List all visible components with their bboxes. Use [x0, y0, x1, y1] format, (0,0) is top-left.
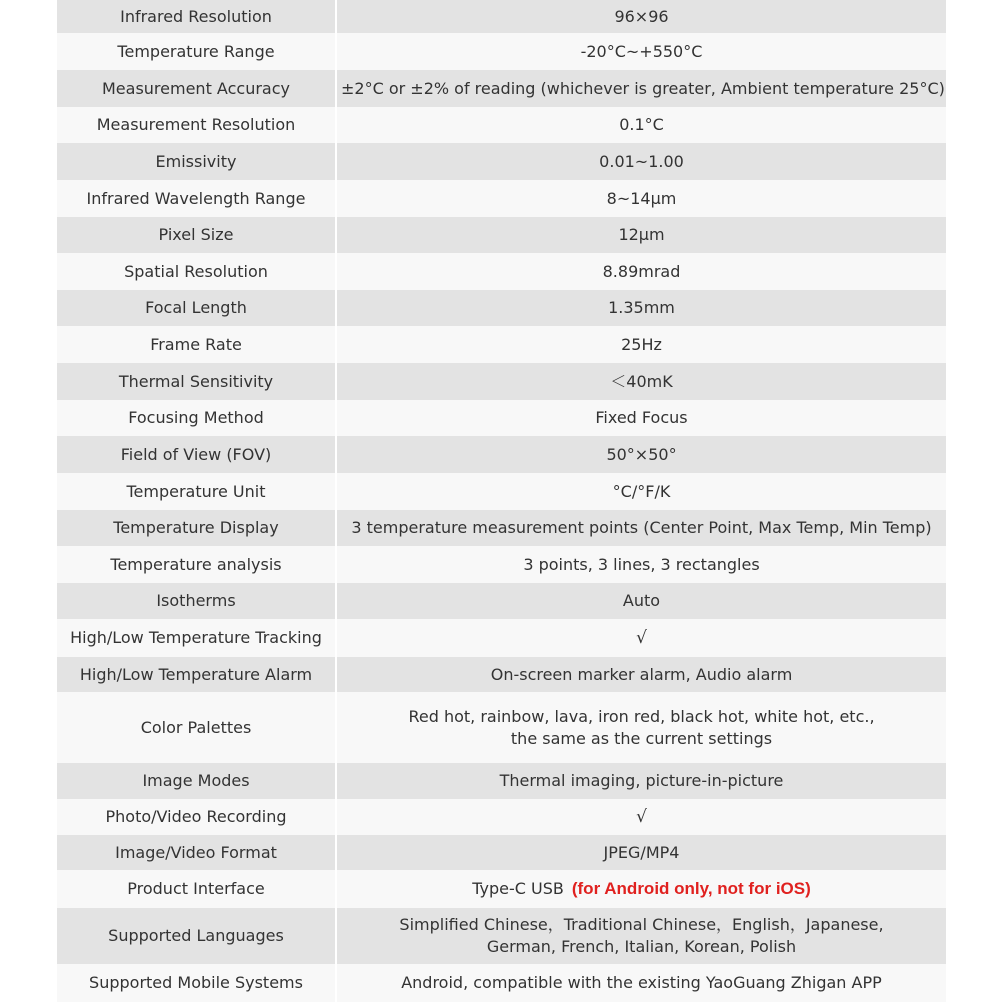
spec-row-temperature-range	[57, 33, 946, 70]
spec-value: °C/°F/K	[336, 473, 946, 510]
spec-row-frame-rate	[57, 326, 946, 363]
spec-label: Photo/Video Recording	[57, 799, 336, 835]
spec-row-infrared-resolution	[57, 0, 946, 33]
spec-value: 3 points, 3 lines, 3 rectangles	[336, 546, 946, 583]
spec-label: Temperature analysis	[57, 546, 336, 583]
spec-label: Supported Mobile Systems	[57, 964, 336, 1002]
spec-row-temperature-unit	[57, 473, 946, 510]
spec-label: Temperature Unit	[57, 473, 336, 510]
spec-value: 96×96	[336, 0, 946, 33]
spec-label: Pixel Size	[57, 217, 336, 253]
spec-row-focusing-method	[57, 400, 946, 436]
spec-row-focal-length	[57, 290, 946, 326]
android-only-note: (for Android only, not for iOS)	[571, 879, 811, 898]
spec-label: Product Interface	[57, 870, 336, 908]
spec-label: Temperature Display	[57, 510, 336, 546]
spec-value: JPEG/MP4	[336, 835, 946, 870]
spec-value: 12μm	[336, 217, 946, 253]
spec-label: Spatial Resolution	[57, 253, 336, 290]
spec-label: Image/Video Format	[57, 835, 336, 870]
spec-row-field-of-view	[57, 436, 946, 473]
spec-value-line: Simplified Chinese，Traditional Chinese，English，Japanese,	[399, 915, 884, 934]
spec-value: 50°×50°	[336, 436, 946, 473]
spec-label: Infrared Wavelength Range	[57, 180, 336, 217]
spec-label: Image Modes	[57, 763, 336, 799]
spec-value: Auto	[336, 583, 946, 619]
spec-value: Fixed Focus	[336, 400, 946, 436]
spec-row-temperature-display	[57, 510, 946, 546]
interface-type: Type-C USB	[472, 879, 564, 898]
spec-value: ±2°C or ±2% of reading (whichever is greater, Ambient temperature 25°C)	[336, 70, 946, 107]
spec-row-measurement-resolution	[57, 107, 946, 143]
spec-value	[336, 619, 946, 657]
spec-row-measurement-accuracy	[57, 70, 946, 107]
spec-value	[336, 908, 946, 964]
spec-value: ＜40mK	[336, 363, 946, 400]
spec-row-supported-mobile-systems	[57, 964, 946, 1002]
spec-row-photo-video-recording	[57, 799, 946, 835]
spec-label: Focal Length	[57, 290, 336, 326]
spec-value: Thermal imaging, picture-in-picture	[336, 763, 946, 799]
spec-label: Infrared Resolution	[57, 0, 336, 33]
spec-value: 25Hz	[336, 326, 946, 363]
spec-label: Measurement Resolution	[57, 107, 336, 143]
spec-row-infrared-wavelength-range	[57, 180, 946, 217]
spec-value: 0.1°C	[336, 107, 946, 143]
spec-row-high-low-temperature-alarm	[57, 657, 946, 692]
spec-value-line: German, French, Italian, Korean, Polish	[486, 937, 797, 956]
spec-row-spatial-resolution	[57, 253, 946, 290]
spec-label: Isotherms	[57, 583, 336, 619]
spec-row-emissivity	[57, 143, 946, 180]
spec-value	[336, 692, 946, 763]
spec-row-image-video-format	[57, 835, 946, 870]
spec-value: 1.35mm	[336, 290, 946, 326]
spec-label: High/Low Temperature Alarm	[57, 657, 336, 692]
spec-label: Thermal Sensitivity	[57, 363, 336, 400]
spec-value	[336, 799, 946, 835]
spec-row-thermal-sensitivity	[57, 363, 946, 400]
spec-row-isotherms	[57, 583, 946, 619]
spec-row-product-interface	[57, 870, 946, 908]
spec-row-high-low-temperature-tracking	[57, 619, 946, 657]
spec-value: -20°C~+550°C	[336, 33, 946, 70]
spec-row-supported-languages	[57, 908, 946, 964]
spec-value: Android, compatible with the existing YaoGuang Zhigan APP	[336, 964, 946, 1002]
spec-value: On-screen marker alarm, Audio alarm	[336, 657, 946, 692]
spec-row-pixel-size	[57, 217, 946, 253]
spec-value-line: the same as the current settings	[510, 728, 773, 748]
spec-label: Temperature Range	[57, 33, 336, 70]
spec-value: 0.01~1.00	[336, 143, 946, 180]
spec-label: Supported Languages	[57, 908, 336, 964]
spec-label: Frame Rate	[57, 326, 336, 363]
spec-label: Color Palettes	[57, 692, 336, 763]
spec-label: Measurement Accuracy	[57, 70, 336, 107]
check-icon: √	[636, 628, 647, 648]
spec-value: 3 temperature measurement points (Center Point, Max Temp, Min Temp)	[336, 510, 946, 546]
spec-row-temperature-analysis	[57, 546, 946, 583]
check-icon: √	[636, 807, 647, 827]
spec-value: 8.89mrad	[336, 253, 946, 290]
spec-label: Emissivity	[57, 143, 336, 180]
spec-row-color-palettes	[57, 692, 946, 763]
spec-label: High/Low Temperature Tracking	[57, 619, 336, 657]
spec-label: Focusing Method	[57, 400, 336, 436]
spec-label: Field of View (FOV)	[57, 436, 336, 473]
spec-table	[57, 0, 946, 1002]
spec-value-line: Red hot, rainbow, lava, iron red, black hot, white hot, etc.,	[408, 706, 875, 726]
spec-row-image-modes	[57, 763, 946, 799]
spec-value	[336, 870, 946, 908]
spec-value: 8~14μm	[336, 180, 946, 217]
